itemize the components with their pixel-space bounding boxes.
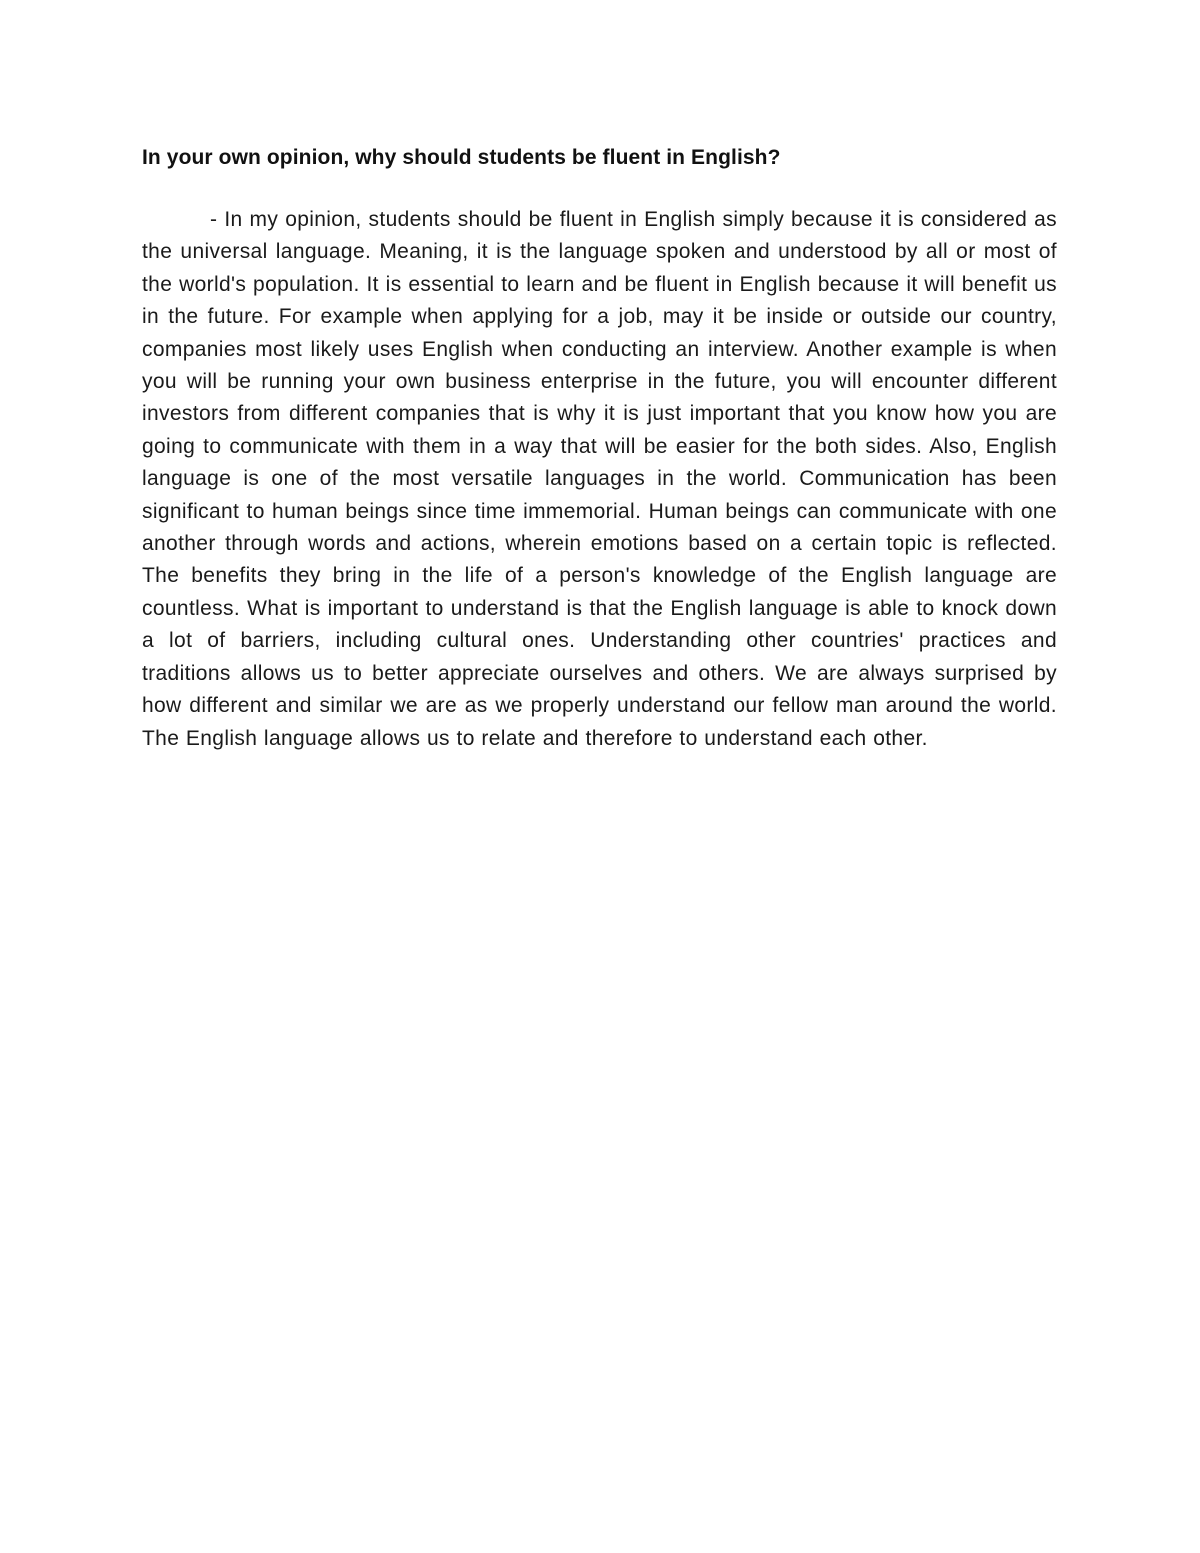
document-body xyxy=(142,144,1057,755)
answer-paragraph: - In my opinion, students should be fluent in English simply because it is considered as the universal language. Meaning, it is the language spoken and understood by all or most of the world's population. It is essential to learn and be fluent in English because it will benefit us in the future. For example when applying for a job, may it be inside or outside our country, companies most likely uses English when conducting an interview. Another example is when you will be running your own business enterprise in the future, you will encounter different investors from different companies that is why it is just important that you know how you are going to communicate with them in a way that will be easier for the both sides. Also, English language is one of the most versatile languages in the world. Communication has been significant to human beings since time immemorial. Human beings can communicate with one another through words and actions, wherein emotions based on a certain topic is reflected. The benefits they bring in the life of a person's knowledge of the English language are countless. What is important to understand is that the English language is able to knock down a lot of barriers, including cultural ones. Understanding other countries' practices and traditions allows us to better appreciate ourselves and others. We are always surprised by how different and similar we are as we properly understand our fellow man around the world. The English language allows us to relate and therefore to understand each other. xyxy=(142,208,1057,750)
question-heading: In your own opinion, why should students be fluent in English? xyxy=(142,146,781,169)
